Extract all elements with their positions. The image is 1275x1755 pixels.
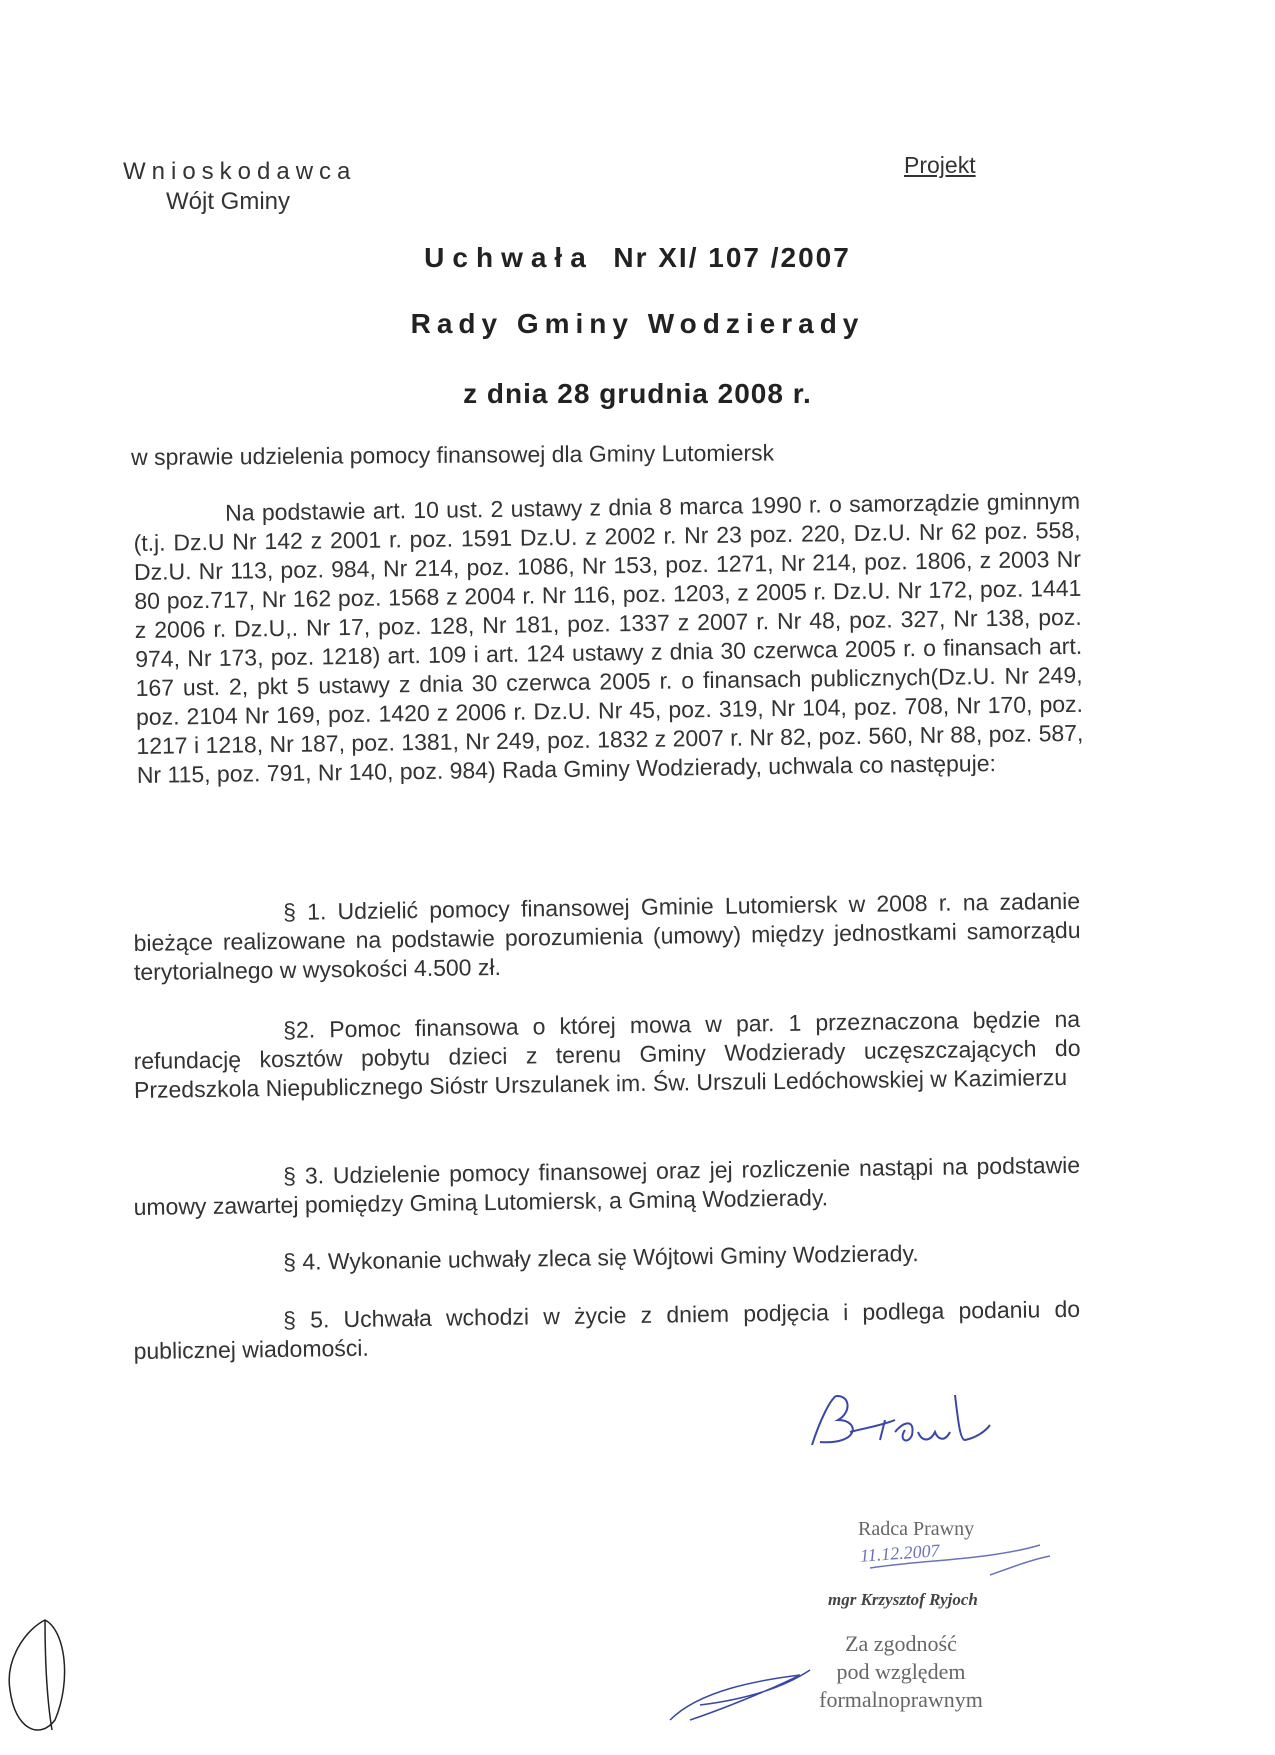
signature-stroke	[812, 1395, 990, 1445]
section-5-text: § 5. Uchwała wchodzi w życie z dniem podjęcia i podlega podaniu do publicznej wiadomości.	[133, 1295, 1081, 1364]
stamp-title: Radca Prawny	[858, 1518, 975, 1540]
margin-initials	[9, 1620, 64, 1730]
conformity-line-3: formalnoprawnym	[819, 1687, 983, 1712]
section-1-text: § 1. Udzielić pomocy finansowej Gminie Lutomiersk w 2008 r. na zadanie bieżące realizowane na podstawie porozumienia (umowy) między jednostkami samorządu terytorialnego w wysokości 4.500 zł.	[133, 887, 1081, 985]
resolution-date: z dnia 28 grudnia 2008 r.	[463, 378, 812, 409]
section-2-text: §2. Pomoc finansowa o której mowa w par. 1 przeznaczona będzie na refundację kosztów pobytu dzieci z terenu Gminy Wodzierady uczęszczających do Przedszkola Niepublicznego Sióstr Urszulanek im. Św. Urszuli Ledóchowskiej w Kazimierzu	[133, 1005, 1081, 1103]
section-3-text: § 3. Udzielenie pomocy finansowej oraz jej rozliczenie nastąpi na podstawie umowy zawartej pomiędzy Gminą Lutomiersk, a Gminą Wodzierady.	[133, 1151, 1081, 1220]
applicant-label: Wnioskodawca	[123, 158, 357, 185]
council-name: Rady Gminy Wodzierady	[410, 308, 865, 339]
project-label: Projekt	[904, 152, 976, 178]
resolution-subject: w sprawie udzielenia pomocy finansowej dla Gminy Lutomiersk	[131, 439, 775, 470]
legal-basis-text: Na podstawie art. 10 ust. 2 ustawy z dnia 8 marca 1990 r. o samorządzie gminnym (t.j. Dz.U Nr 142 z 2001 r. poz. 1591 Dz.U. z 2002 r. Nr 23 poz. 220, Dz.U. Nr 62 poz. 558, Dz.U. Nr 113, poz. 984, Nr 214, poz. 1086, Nr 153, poz. 1271, Nr 214, poz. 1806, z 2003 Nr 80 poz.717, Nr 162 poz. 1568 z 2004 r. Nr 116, poz. 1203, z 2005 r. Dz.U. Nr 172, poz. 1441 z 2006 r. Dz.U,. Nr 17, poz. 128, Nr 181, poz. 1337 z 2007 r. Nr 48, poz. 327, Nr 138, poz. 974, Nr 173, poz. 1218) art. 109 i art. 124 ustawy z dnia 30 czerwca 2005 r. o finansach art. 167 ust. 2, pkt 5 ustawy z dnia 30 czerwca 2005 r. o finansach publicznych(Dz.U. Nr 249, poz. 2104 Nr 169, poz. 1420 z 2006 r. Dz.U. Nr 45, poz. 319, Nr 104, poz. 708, Nr 170, poz. 1217 i 1218, Nr 187, poz. 1381, Nr 249, poz. 1832 z 2007 r. Nr 82, poz. 560, Nr 88, poz. 587, Nr 115, poz. 791, Nr 140, poz. 984) Rada Gminy Wodzierady, uchwala co następuje:	[133, 487, 1084, 788]
stamp-name: mgr Krzysztof Ryjoch	[828, 1590, 978, 1609]
resolution-number-value: Nr XI/ 107 /2007	[613, 242, 851, 273]
conformity-stamp	[786, 1630, 1016, 1714]
section-4-text: § 4. Wykonanie uchwały zleca się Wójtowi Gminy Wodzierady.	[282, 1240, 919, 1275]
stamp-date: 11.12.2007	[859, 1540, 941, 1566]
conformity-line-2: pod względem	[836, 1659, 966, 1684]
applicant-sub: Wójt Gminy	[166, 188, 291, 215]
conformity-line-1: Za zgodność	[845, 1631, 957, 1656]
resolution-word: Uchwała	[424, 242, 594, 273]
